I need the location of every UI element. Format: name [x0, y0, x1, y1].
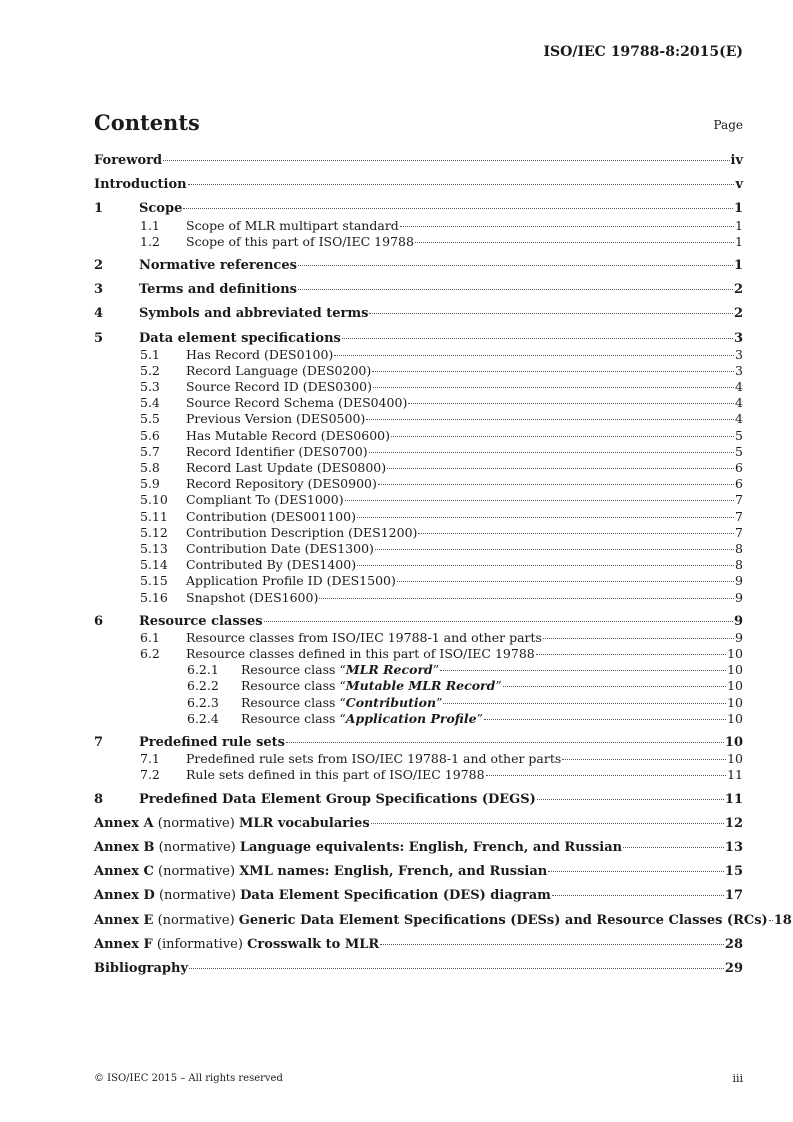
toc-entry-page: 9 [735, 589, 743, 605]
toc-entry-number: 5.11 [140, 508, 168, 524]
toc-entry-page: 10 [727, 694, 743, 710]
toc-entry-title: Terms and definitions [139, 282, 297, 298]
toc-entry-page: 13 [724, 839, 743, 855]
toc-entry-page: 12 [724, 815, 743, 831]
annex-label: Annex A [94, 815, 154, 831]
toc-entry-title: Normative references [139, 257, 297, 273]
toc-entry[interactable] [94, 590, 743, 606]
toc-entry[interactable] [94, 864, 743, 880]
toc-entry[interactable] [94, 509, 743, 525]
toc-entry[interactable] [94, 711, 743, 727]
toc-entry[interactable] [94, 331, 743, 347]
toc-entry-page: 1 [735, 217, 743, 233]
toc-entry-number: 5.7 [140, 443, 160, 459]
toc-entry-page: 11 [727, 767, 743, 783]
dot-leader [163, 160, 729, 161]
dot-leader [373, 387, 734, 388]
toc-entry-title: Source Record Schema (DES0400) [186, 395, 408, 411]
toc-entry[interactable] [94, 662, 743, 678]
dot-leader [391, 436, 734, 437]
toc-entry-title: Has Record (DES0100) [186, 346, 334, 362]
toc-entry-number: 1 [94, 201, 104, 217]
toc-entry-number: 7.2 [140, 767, 160, 783]
toc-entry[interactable] [94, 525, 743, 541]
annex-qualifier: (normative) [154, 888, 241, 904]
dot-leader [286, 742, 724, 743]
dot-leader [264, 621, 733, 622]
toc-entry-page: 9 [735, 629, 743, 645]
toc-entry-title: Resource classes from ISO/IEC 19788-1 and other parts [186, 629, 542, 645]
toc-entry[interactable] [94, 961, 743, 977]
toc-entry-number: 5.8 [140, 460, 160, 475]
dot-leader [552, 895, 724, 896]
dot-leader [486, 775, 727, 776]
toc-entry-page: 10 [724, 735, 743, 750]
annex-title: Language equivalents: English, French, and Russian [239, 839, 623, 855]
toc-entry[interactable] [94, 201, 743, 217]
toc-entry-title: Application Profile ID (DES1500) [186, 573, 396, 589]
dot-leader [543, 638, 734, 639]
toc-entry-page: 18 [773, 912, 792, 928]
toc-entry[interactable] [94, 751, 743, 767]
toc-entry-title: Contribution Date (DES1300) [186, 540, 374, 556]
toc-entry-title: Introduction [94, 177, 187, 193]
toc-entry-page: 1 [735, 233, 743, 249]
dot-leader [334, 355, 734, 356]
toc-entry-page: 2 [733, 282, 743, 298]
toc-entry-number: 5.6 [140, 427, 160, 443]
toc-entry-page: 29 [724, 960, 743, 976]
dot-leader [443, 703, 726, 704]
toc-entry-title: Source Record ID (DES0300) [186, 379, 372, 395]
toc-entry-title: Predefined rule sets from ISO/IEC 19788-1 and other parts [186, 751, 562, 767]
toc-entry-title [94, 913, 768, 929]
toc-entry-title: Snapshot (DES1600) [186, 589, 319, 605]
toc-entry-title: Record Repository (DES0900) [186, 476, 377, 492]
toc-entry-page: 4 [735, 411, 743, 427]
toc-entry-number: 5.12 [140, 524, 168, 540]
toc-entry-title-prefix: Resource class “ [241, 678, 346, 694]
toc-entry-title-prefix: Resource class “ [241, 662, 346, 678]
toc-entry-number: 3 [94, 282, 104, 298]
toc-entry-page: 17 [724, 888, 743, 904]
annex-label: Annex F [94, 936, 153, 952]
table-of-contents [94, 153, 792, 977]
dot-leader [400, 226, 734, 227]
toc-entry-page: 7 [735, 508, 743, 524]
annex-title: Generic Data Element Specifications (DESs) and Resource Classes (RCs) [238, 912, 768, 928]
toc-entry-title: Foreword [94, 153, 163, 168]
annex-qualifier: (normative) [153, 912, 239, 928]
dot-leader [769, 920, 773, 921]
toc-entry-number: 5.2 [140, 362, 160, 378]
page-column-label: Page [713, 118, 743, 132]
toc-entry-page: v [735, 177, 743, 193]
annex-label: Annex E [94, 912, 154, 928]
toc-entry-class-name: Contribution [345, 694, 437, 710]
dot-leader [298, 265, 733, 266]
dot-leader [380, 944, 724, 945]
toc-entry-page: 7 [735, 492, 743, 508]
toc-entry-number: 7 [94, 735, 104, 750]
toc-entry-title: Resource classes defined in this part of ISO/IEC 19788 [186, 646, 535, 662]
toc-entry-title: Data element specifications [139, 330, 341, 346]
footer-copyright: © ISO/IEC 2015 – All rights reserved [94, 1073, 283, 1084]
toc-entry-page: 4 [735, 379, 743, 395]
toc-entry[interactable] [94, 888, 743, 904]
toc-entry-title [94, 816, 370, 832]
toc-entry[interactable] [94, 735, 743, 751]
toc-entry-title: Symbols and abbreviated terms [139, 306, 369, 322]
toc-entry-class-name: MLR Record [345, 662, 433, 678]
annex-label: Annex B [94, 839, 155, 855]
toc-entry[interactable] [94, 258, 743, 274]
toc-entry[interactable] [94, 492, 743, 508]
toc-entry-page: 8 [735, 557, 743, 573]
toc-entry-number: 8 [94, 791, 104, 807]
toc-entry-page: 10 [727, 751, 743, 767]
toc-entry-page: 4 [735, 395, 743, 411]
toc-entry-number: 6 [94, 613, 104, 629]
toc-entry-title: Record Last Update (DES0800) [186, 460, 387, 475]
toc-entry-title-suffix: ” [436, 694, 443, 710]
toc-entry-page: 3 [735, 362, 743, 378]
toc-entry-page: 6 [735, 476, 743, 492]
dot-leader [562, 759, 726, 760]
toc-entry[interactable] [94, 476, 743, 492]
dot-leader [536, 654, 726, 655]
annex-qualifier: (informative) [152, 936, 248, 952]
annex-title: MLR vocabularies [238, 815, 370, 831]
toc-entry-title: Has Mutable Record (DES0600) [186, 427, 390, 443]
toc-entry-number: 5.1 [140, 346, 160, 362]
toc-entry-title: Contribution (DES001100) [186, 508, 356, 524]
toc-entry-number: 6.2 [140, 646, 160, 662]
toc-entry-title: Rule sets defined in this part of ISO/IEC 19788 [186, 767, 485, 783]
toc-entry[interactable] [94, 767, 743, 783]
toc-entry-title: Bibliography [94, 960, 189, 976]
toc-entry[interactable] [94, 646, 743, 662]
toc-entry-title [94, 864, 547, 880]
toc-entry[interactable] [94, 234, 743, 250]
toc-entry-page: 10 [727, 646, 743, 662]
dot-leader [387, 468, 734, 469]
toc-entry-title [94, 840, 622, 856]
annex-qualifier: (normative) [153, 864, 240, 880]
toc-entry-number: 5.15 [140, 573, 168, 589]
toc-entry-title-prefix: Resource class “ [241, 710, 346, 726]
toc-entry[interactable] [94, 460, 743, 476]
toc-entry[interactable] [94, 573, 743, 589]
dot-leader [440, 670, 726, 671]
toc-entry-number: 5 [94, 330, 104, 346]
toc-entry-title [94, 937, 379, 953]
toc-entry-number: 6.2.3 [187, 694, 219, 710]
document-header-id: ISO/IEC 19788-8:2015(E) [543, 44, 743, 60]
toc-entry-title: Predefined Data Element Group Specifications (DEGS) [139, 791, 536, 807]
toc-entry-number: 1.1 [140, 217, 160, 233]
toc-entry-page: 3 [735, 346, 743, 362]
toc-entry-title [241, 695, 442, 711]
footer-page-number: iii [732, 1072, 743, 1085]
toc-entry-title: Contribution Description (DES1200) [186, 524, 418, 540]
toc-entry-title: Scope of MLR multipart standard [186, 217, 399, 233]
toc-entry[interactable] [94, 411, 743, 427]
toc-entry-number: 6.2.1 [187, 662, 219, 678]
dot-leader [189, 968, 724, 969]
toc-entry[interactable] [94, 218, 743, 234]
dot-leader [548, 871, 724, 872]
toc-entry-title: Record Language (DES0200) [186, 362, 372, 378]
toc-entry-page: 11 [724, 791, 743, 807]
toc-entry-title: Contributed By (DES1400) [186, 557, 357, 573]
toc-entry[interactable] [94, 306, 743, 322]
toc-entry-title-prefix: Resource class “ [241, 694, 346, 710]
toc-entry-number: 5.13 [140, 540, 168, 556]
toc-entry-title [241, 662, 439, 678]
toc-entry[interactable] [94, 347, 743, 363]
toc-entry-number: 1.2 [140, 233, 160, 249]
toc-entry-title [241, 678, 502, 694]
dot-leader [183, 208, 733, 209]
toc-entry-title-suffix: ” [495, 678, 502, 694]
toc-entry-page: iv [730, 153, 743, 168]
dot-leader [319, 598, 734, 599]
toc-entry-title: Resource classes [139, 613, 263, 629]
toc-entry[interactable] [94, 912, 792, 929]
dot-leader [415, 242, 734, 243]
dot-leader [503, 686, 726, 687]
dot-leader [357, 565, 734, 566]
toc-entry[interactable] [94, 177, 743, 193]
dot-leader [397, 581, 734, 582]
toc-entry-title-suffix: ” [476, 710, 483, 726]
toc-entry-page: 8 [735, 540, 743, 556]
dot-leader [378, 484, 734, 485]
toc-entry[interactable] [94, 153, 743, 169]
toc-entry-page: 9 [735, 573, 743, 589]
annex-title: XML names: English, French, and Russian [239, 864, 548, 880]
toc-entry[interactable] [94, 840, 743, 856]
toc-entry-number: 4 [94, 306, 104, 322]
toc-entry-page: 28 [724, 936, 743, 952]
toc-entry-number: 5.10 [140, 492, 168, 508]
toc-entry-number: 5.9 [140, 476, 160, 492]
toc-entry-page: 5 [735, 443, 743, 459]
dot-leader [342, 338, 733, 339]
dot-leader [623, 847, 724, 848]
toc-entry-page: 3 [733, 330, 743, 346]
contents-heading: Contents [94, 110, 200, 135]
annex-title: Data Element Specification (DES) diagram [240, 888, 551, 904]
dot-leader [357, 517, 734, 518]
dot-leader [408, 403, 734, 404]
toc-entry-title [94, 888, 551, 904]
toc-entry-page: 1 [733, 257, 743, 273]
dot-leader [366, 419, 734, 420]
dot-leader [188, 184, 735, 185]
toc-entry-page: 6 [735, 460, 743, 475]
toc-entry-number: 7.1 [140, 751, 160, 767]
toc-entry[interactable] [94, 557, 743, 573]
toc-entry-title: Scope [139, 201, 183, 217]
toc-entry[interactable] [94, 282, 743, 298]
toc-entry-page: 9 [733, 613, 743, 629]
toc-entry[interactable] [94, 792, 743, 808]
toc-entry[interactable] [94, 541, 743, 557]
dot-leader [372, 371, 734, 372]
toc-entry-title: Predefined rule sets [139, 735, 285, 750]
dot-leader [371, 823, 724, 824]
dot-leader [418, 533, 734, 534]
toc-entry[interactable] [94, 937, 743, 953]
annex-qualifier: (normative) [153, 815, 239, 831]
annex-label: Annex D [94, 888, 155, 904]
toc-entry-page: 5 [735, 427, 743, 443]
toc-entry-class-name: Application Profile [345, 710, 477, 726]
toc-entry-title: Scope of this part of ISO/IEC 19788 [186, 233, 414, 249]
dot-leader [375, 549, 734, 550]
toc-entry-title: Previous Version (DES0500) [186, 411, 366, 427]
toc-entry[interactable] [94, 816, 743, 832]
dot-leader [369, 452, 734, 453]
toc-entry-number: 5.3 [140, 379, 160, 395]
toc-entry-title: Compliant To (DES1000) [186, 492, 344, 508]
toc-entry-page: 1 [733, 201, 743, 217]
toc-entry-number: 5.4 [140, 395, 160, 411]
toc-entry[interactable] [94, 614, 743, 630]
toc-entry-page: 2 [733, 306, 743, 322]
annex-title: Crosswalk to MLR [247, 936, 380, 952]
toc-entry[interactable] [94, 695, 743, 711]
toc-entry[interactable] [94, 444, 743, 460]
toc-entry[interactable] [94, 379, 743, 395]
toc-entry-page: 10 [727, 710, 743, 726]
dot-leader [484, 719, 726, 720]
annex-qualifier: (normative) [154, 839, 240, 855]
dot-leader [298, 289, 733, 290]
toc-entry-title: Record Identifier (DES0700) [186, 443, 368, 459]
toc-entry-title [241, 711, 483, 727]
toc-entry-number: 5.5 [140, 411, 160, 427]
toc-entry-page: 15 [724, 864, 743, 880]
toc-entry-number: 5.14 [140, 557, 168, 573]
toc-entry-number: 6.2.4 [187, 710, 219, 726]
toc-entry-title-suffix: ” [432, 662, 440, 678]
toc-entry-number: 5.16 [140, 589, 168, 605]
toc-entry-page: 10 [727, 678, 743, 694]
dot-leader [345, 500, 734, 501]
toc-entry-number: 2 [94, 257, 104, 273]
toc-entry-page: 7 [735, 524, 743, 540]
toc-entry-page: 10 [727, 662, 743, 678]
dot-leader [537, 799, 724, 800]
toc-entry[interactable] [94, 630, 743, 646]
toc-entry[interactable] [94, 678, 743, 694]
toc-entry[interactable] [94, 363, 743, 379]
annex-label: Annex C [94, 864, 154, 880]
dot-leader [369, 313, 732, 314]
toc-entry-class-name: Mutable MLR Record [345, 678, 496, 694]
toc-entry[interactable] [94, 428, 743, 444]
toc-entry[interactable] [94, 395, 743, 411]
toc-entry-number: 6.2.2 [187, 678, 219, 694]
toc-entry-number: 6.1 [140, 629, 160, 645]
